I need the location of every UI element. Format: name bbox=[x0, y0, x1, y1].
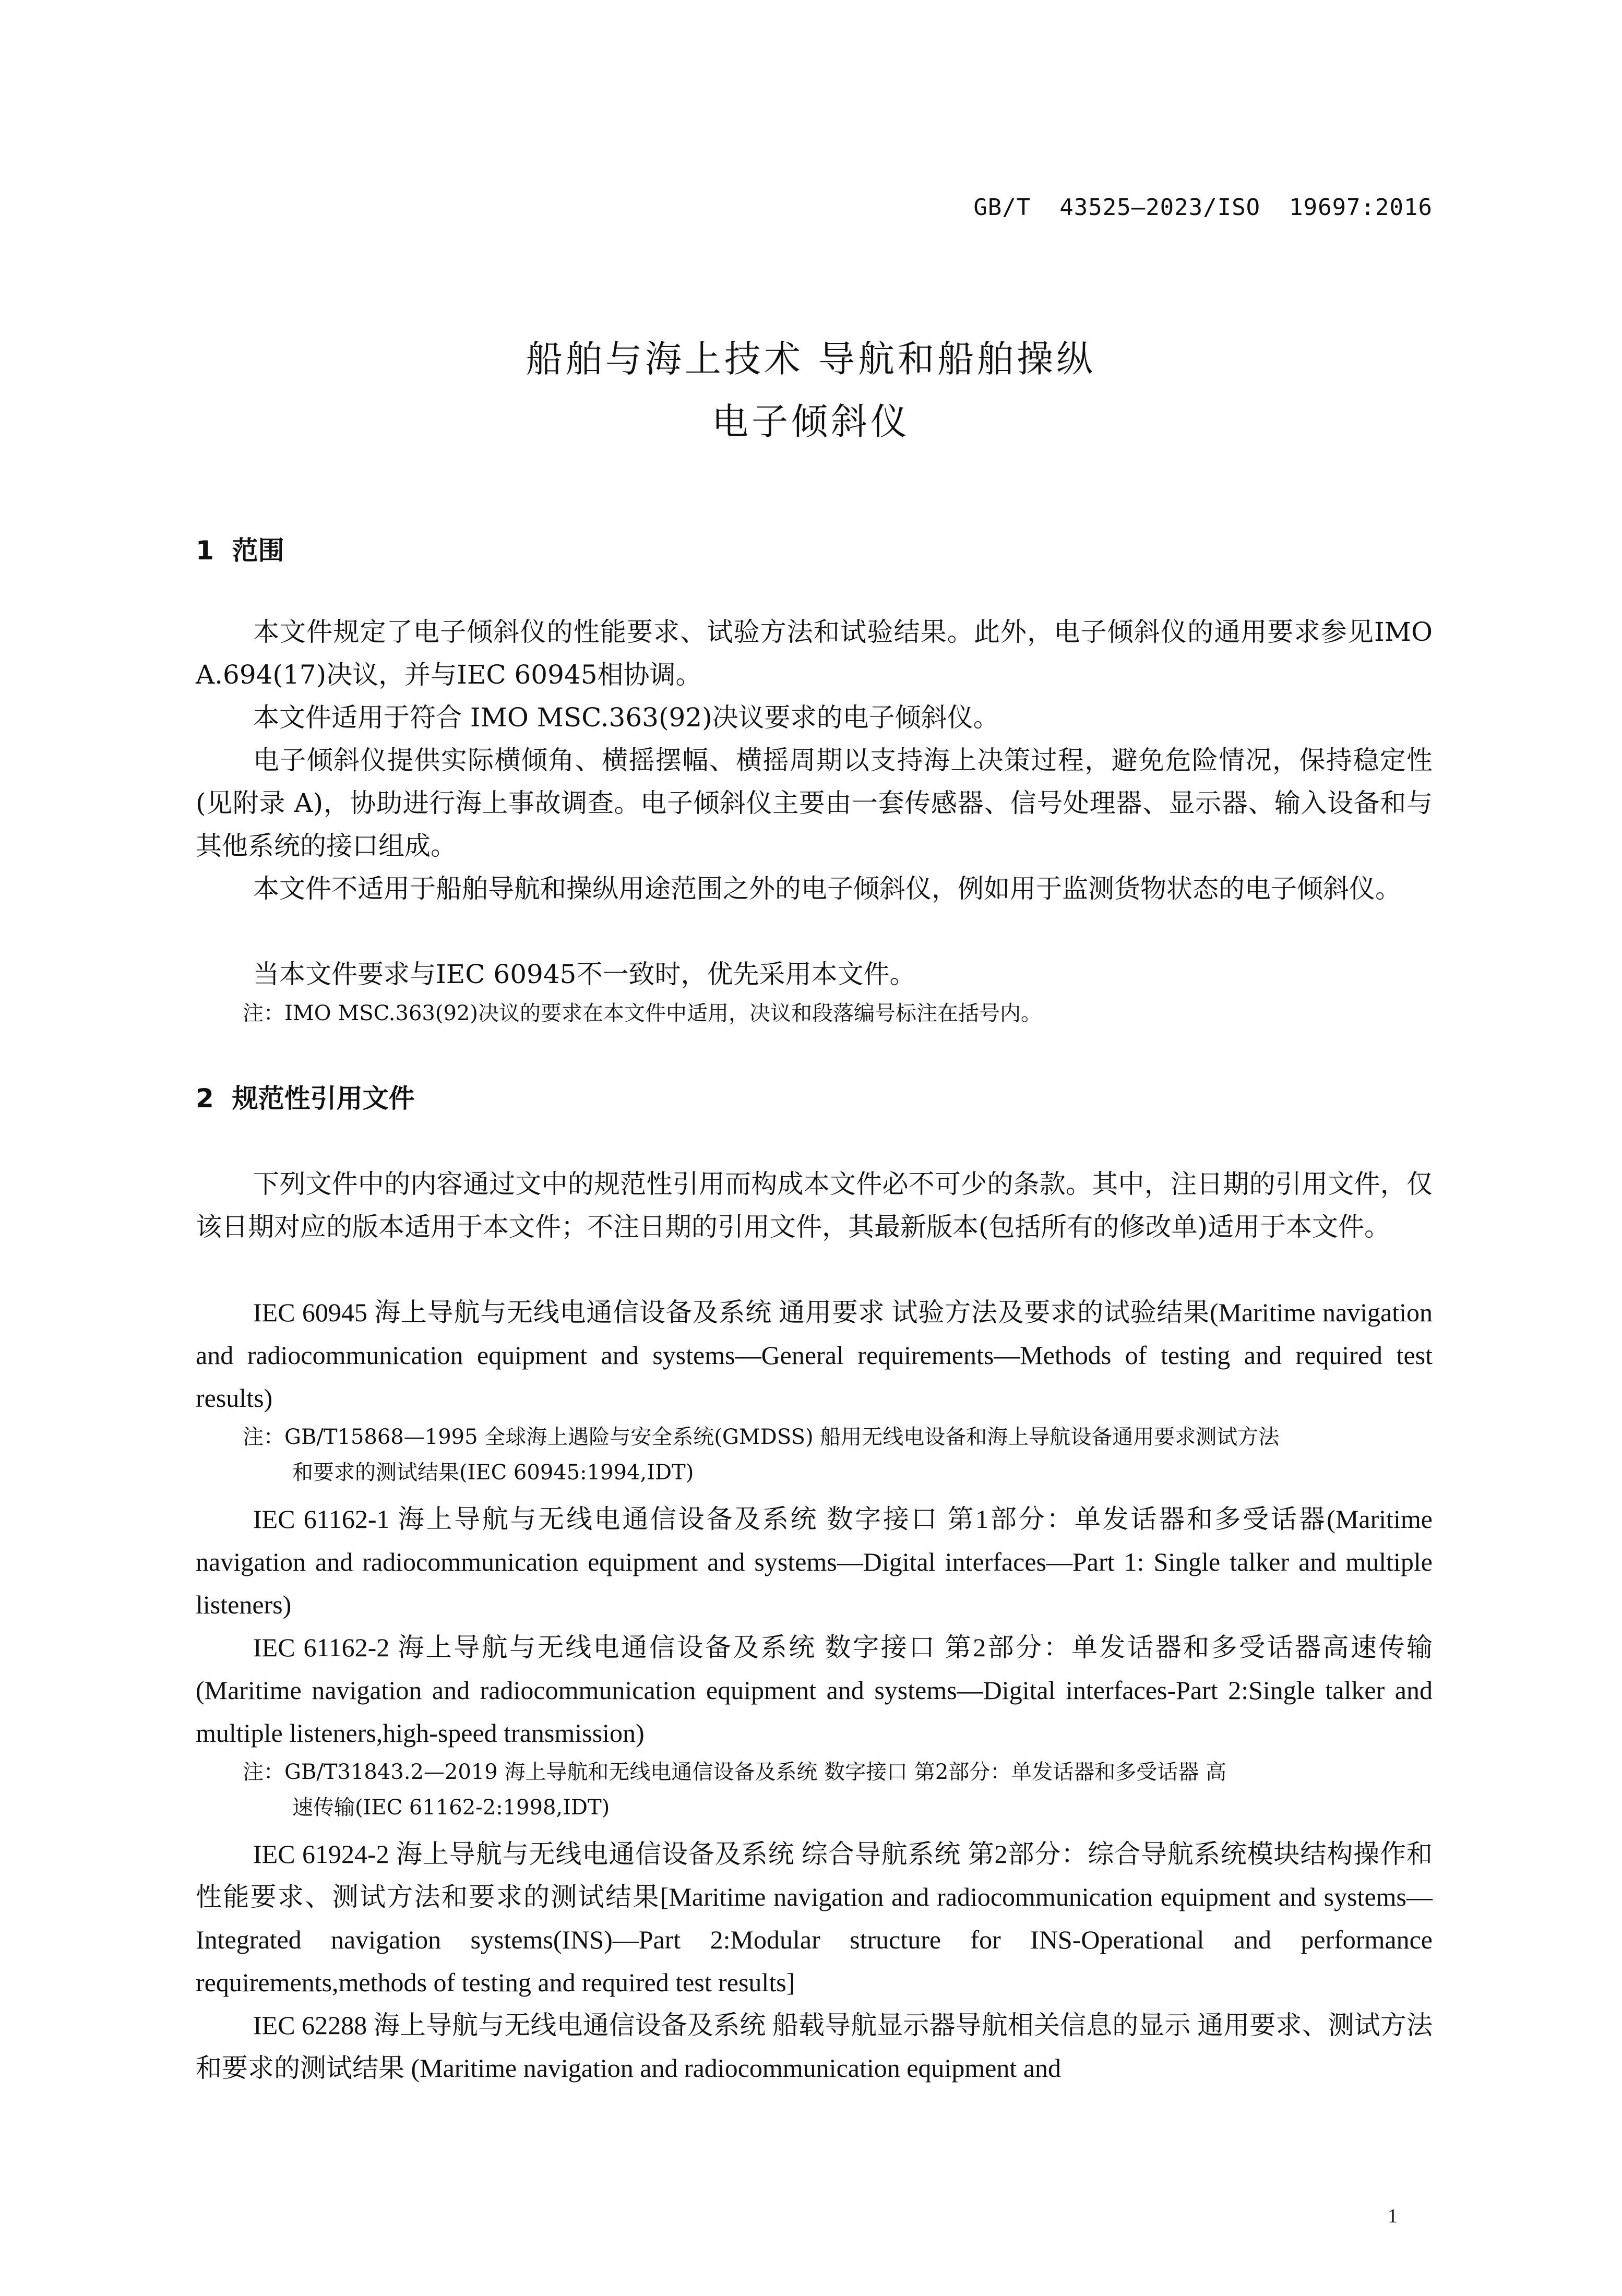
reference-iec-61162-2: IEC 61162-2 海上导航与无线电通信设备及系统 数字接口 第2部分：单发话器和多受话器高速传输(Maritime navigation and radiocommunication equipment and systems—Digital interfaces-Part 2:Single talker and multiple listeners,high-speed transmission) bbox=[196, 1633, 1433, 1748]
references-intro: 下列文件中的内容通过文中的规范性引用而构成本文件必不可少的条款。其中，注日期的引用文件，仅该日期对应的版本适用于本文件；不注日期的引用文件，其最新版本(包括所有的修改单)适用于本文件。 bbox=[196, 1169, 1433, 1242]
reference-note-3-line1: 注：GB/T31843.2—2019 海上导航和无线电通信设备及系统 数字接口 第2部分：单发话器和多受话器 高 bbox=[243, 1760, 1227, 1784]
standard-code: GB/T 43525—2023/ISO 19697:2016 bbox=[973, 194, 1433, 221]
document-title-line2: 电子倾斜仪 bbox=[712, 400, 910, 443]
reference-note-3-line2: 速传输(IEC 61162-2:1998,IDT) bbox=[292, 1796, 610, 1820]
scope-paragraph-4: 本文件不适用于船舶导航和操纵用途范围之外的电子倾斜仪，例如用于监测货物状态的电子倾斜仪。 bbox=[253, 874, 1401, 904]
reference-iec-60945: IEC 60945 海上导航与无线电通信设备及系统 通用要求 试验方法及要求的试验结果(Maritime navigation and radiocommunication equipment and systems—General requirements—Methods of testing and required test results) bbox=[196, 1298, 1433, 1413]
scope-note: 注：IMO MSC.363(92)决议的要求在本文件中适用，决议和段落编号标注在括号内。 bbox=[243, 1001, 1042, 1025]
reference-iec-61924-2: IEC 61924-2 海上导航与无线电通信设备及系统 综合导航系统 第2部分：综合导航系统模块结构操作和性能要求、测试方法和要求的测试结果[Maritime navigation and radiocommunication equipment and systems—Integrated navigation systems(INS)—Part 2:Modular structure for INS-Operational and performance requirements,methods of testing and required test results] bbox=[196, 1839, 1433, 1997]
reference-iec-61162-1: IEC 61162-1 海上导航与无线电通信设备及系统 数字接口 第1部分：单发话器和多受话器(Maritime navigation and radiocommunication equipment and systems—Digital interfaces—Part 1: Single talker and multiple listeners) bbox=[196, 1504, 1433, 1619]
scope-paragraph-2: 本文件适用于符合 IMO MSC.363(92)决议要求的电子倾斜仪。 bbox=[253, 702, 999, 733]
reference-note-1 bbox=[243, 1419, 1433, 1490]
document-title-line1: 船舶与海上技术 导航和船舶操纵 bbox=[526, 338, 1096, 380]
section-1-heading: 1 范围 bbox=[196, 535, 284, 566]
scope-paragraph-5: 当本文件要求与IEC 60945不一致时，优先采用本文件。 bbox=[253, 959, 916, 989]
reference-note-1-line1: 注：GB/T15868—1995 全球海上遇险与安全系统(GMDSS) 船用无线电设备和海上导航设备通用要求测试方法 bbox=[243, 1425, 1280, 1449]
reference-iec-62288: IEC 62288 海上导航与无线电通信设备及系统 船载导航显示器导航相关信息的显示 通用要求、测试方法和要求的测试结果 (Maritime navigation and radiocommunication equipment and bbox=[196, 2011, 1433, 2083]
reference-note-3 bbox=[243, 1754, 1433, 1825]
scope-paragraph-3: 电子倾斜仪提供实际横倾角、横摇摆幅、横摇周期以支持海上决策过程，避免危险情况，保持稳定性(见附录 A)，协助进行海上事故调查。电子倾斜仪主要由一套传感器、信号处理器、显示器、输入设备和与其他系统的接口组成。 bbox=[196, 745, 1433, 861]
section-2-heading: 2 规范性引用文件 bbox=[196, 1083, 415, 1114]
page-number: 1 bbox=[1388, 2205, 1398, 2227]
scope-paragraph-1: 本文件规定了电子倾斜仪的性能要求、试验方法和试验结果。此外，电子倾斜仪的通用要求参见IMO A.694(17)决议，并与IEC 60945相协调。 bbox=[196, 617, 1433, 690]
reference-note-1-line2: 和要求的测试结果(IEC 60945:1994,IDT) bbox=[292, 1461, 694, 1485]
